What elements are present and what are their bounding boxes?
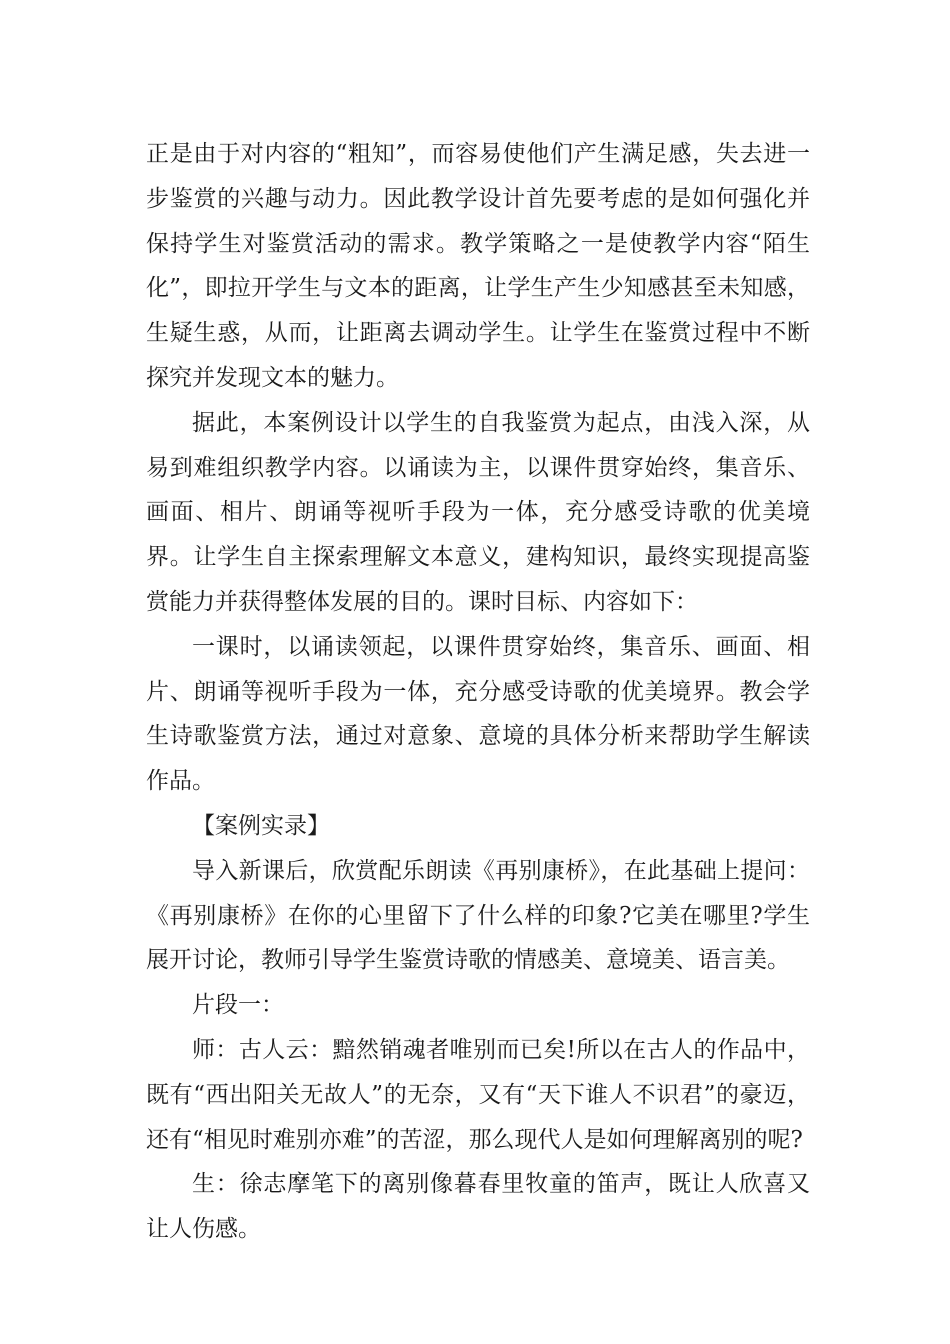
paragraph-student-speech: 生：徐志摩笔下的离别像暮春里牧童的笛声，既让人欣喜又让人伤感。 [146, 1171, 810, 1243]
paragraph-continuation: 正是由于对内容的“粗知”，而容易使他们产生满足感，失去进一步鉴赏的兴趣与动力。因此教学设计首先要考虑的是如何强化并保持学生对鉴赏活动的需求。教学策略之一是使教学内容“陌生化”，即拉开学生与文本的距离，让学生产生少知感甚至未知感，生疑生惑，从而，让距离去调动学生。让学生在鉴赏过程中不断探究并发现文本的魅力。 [146, 141, 810, 391]
paragraph-design-basis: 据此，本案例设计以学生的自我鉴赏为起点，由浅入深，从易到难组织教学内容。以诵读为主，以课件贯穿始终，集音乐、画面、相片、朗诵等视听手段为一体，充分感受诗歌的优美境界。让学生自主探索理解文本意义，建构知识，最终实现提高鉴赏能力并获得整体发展的目的。课时目标、内容如下： [146, 409, 810, 615]
paragraph-teacher-speech: 师：古人云：黯然销魂者唯别而已矣!所以在古人的作品中，既有“西出阳关无故人”的无奈，又有“天下谁人不识君”的豪迈，还有“相见时难别亦难”的苦涩，那么现代人是如何理解离别的呢? [146, 1036, 810, 1153]
paragraph-lesson-goals: 一课时，以诵读领起，以课件贯穿始终，集音乐、画面、相片、朗诵等视听手段为一体，充分感受诗歌的优美境界。教会学生诗歌鉴赏方法，通过对意象、意境的具体分析来帮助学生解读作品。 [146, 633, 810, 795]
section-heading-case-record: 【案例实录】 [192, 812, 330, 839]
document-body [146, 132, 810, 1252]
fragment-label: 片段一： [192, 992, 284, 1019]
paragraph-introduction: 导入新课后，欣赏配乐朗读《再别康桥》，在此基础上提问：《再别康桥》在你的心里留下了什么样的印象?它美在哪里?学生展开讨论，教师引导学生鉴赏诗歌的情感美、意境美、语言美。 [146, 857, 810, 974]
